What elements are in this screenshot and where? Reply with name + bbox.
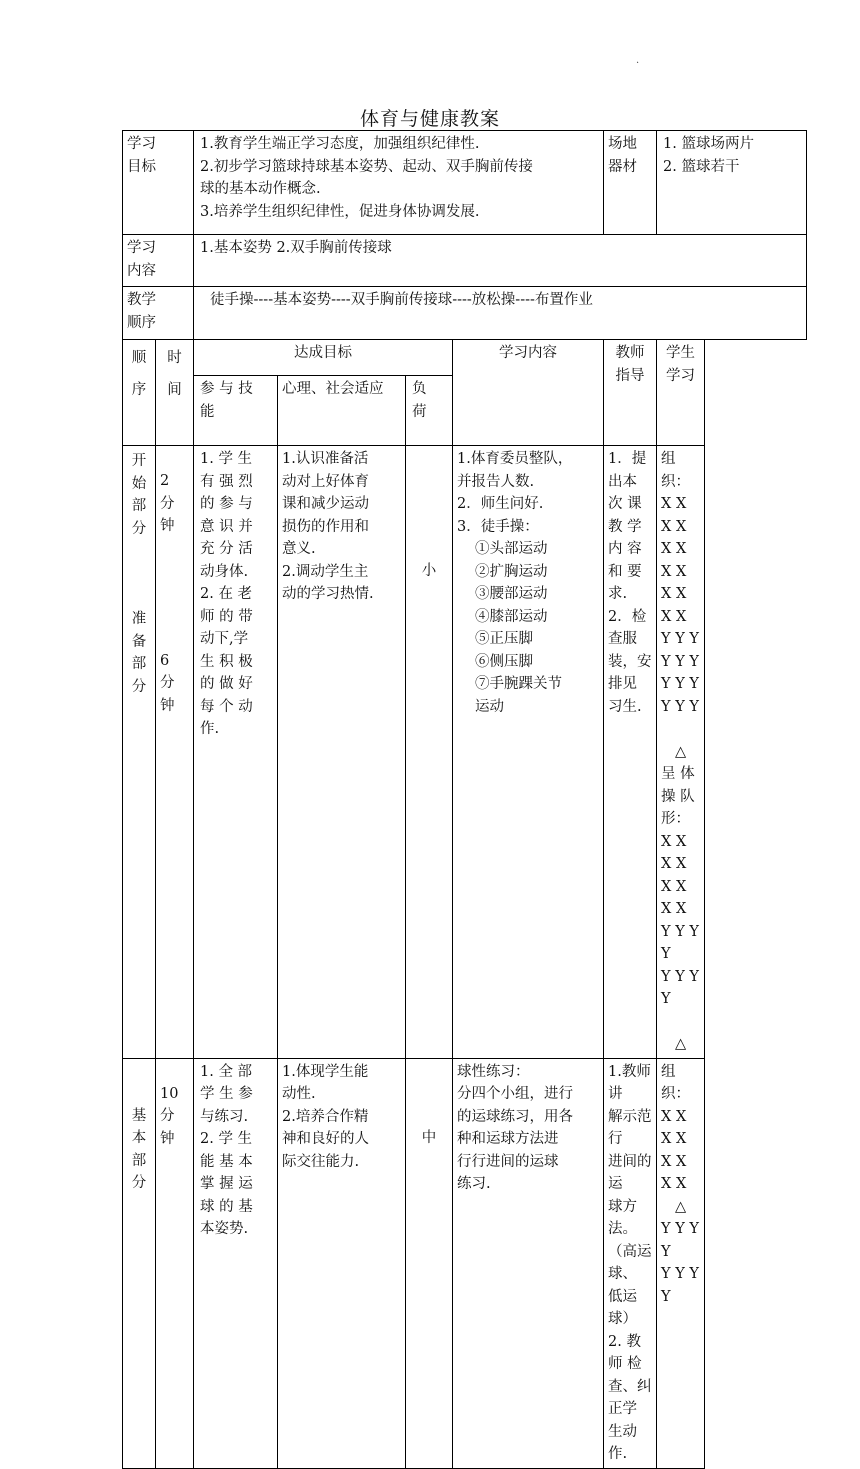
text-line: 课和减少运动: [282, 496, 369, 512]
text-line: X X X X: [661, 878, 687, 917]
text-line: 本: [131, 1130, 147, 1146]
row-warmup-load: 小: [406, 446, 453, 1059]
text-line: 意义.: [282, 541, 316, 557]
text-line: X X X X: [661, 833, 687, 872]
text-line: ①头部运动: [475, 541, 548, 557]
text-line: 行行进间的运球: [457, 1153, 559, 1170]
text-line: Y Y Y Y Y Y: [661, 676, 699, 715]
text-line: （高运球、: [608, 1243, 652, 1282]
text-line: 意 识 并: [200, 518, 253, 535]
text-line: 查、纠正学: [608, 1378, 652, 1417]
text-line: 呈 体 操 队: [661, 766, 695, 805]
text-line: 作.: [200, 721, 220, 737]
row-warmup-student: [657, 446, 705, 1059]
text-line: 低运球）: [608, 1288, 638, 1327]
text-line: 2. 篮球若干: [663, 158, 740, 175]
text-line: 场地: [608, 136, 638, 152]
row-warmup-skill: [194, 446, 278, 1059]
text-line: 钟: [160, 518, 175, 534]
text-line: 分: [131, 520, 147, 537]
col-psych: 心理、社会适应: [278, 376, 406, 446]
text-line: 的运球练习，用各: [457, 1108, 573, 1125]
text-line: 动性.: [282, 1086, 316, 1102]
text-line: 球 的 基: [200, 1198, 253, 1215]
text-line: 2: [160, 473, 170, 489]
text-line: 负: [412, 381, 427, 397]
header-dot: ·: [636, 58, 640, 69]
text-line: 目标: [127, 158, 156, 175]
order-text: 徒手操----基本姿势----双手胸前传接球----放松操----布置作业: [194, 287, 807, 340]
page-title: 体育与健康教案: [359, 108, 500, 130]
text-line: 能 基 本: [200, 1153, 253, 1170]
text-line: 教学: [127, 292, 156, 308]
text-line: 分: [160, 675, 175, 691]
text-line: 内容: [127, 262, 156, 279]
goals-label: [123, 131, 194, 235]
col-skill: [194, 376, 278, 446]
row-basic: [123, 1058, 807, 1468]
text-line: 2.初步学习篮球持球基本姿势、起动、双手胸前传接: [200, 158, 533, 175]
order-label: [123, 287, 194, 340]
text-line: 求.: [608, 586, 628, 602]
text-line: 部: [131, 1152, 147, 1169]
col-teacher: 教师指导: [604, 340, 657, 446]
text-line: 损伤的作用和: [282, 518, 369, 535]
text-line: 基: [131, 1107, 147, 1124]
text-line: 1.教师讲: [608, 1063, 651, 1102]
text-line: 装，安排见: [608, 653, 652, 692]
text-line: ②扩胸运动: [475, 563, 548, 580]
text-line: 练习.: [457, 1176, 491, 1192]
content-label: [123, 235, 194, 287]
text-line: 时: [167, 350, 182, 366]
text-line: 1. 全 部: [200, 1063, 253, 1080]
row-warmup-content: [453, 446, 604, 1059]
text-line: 1.体育委员整队，: [457, 451, 573, 467]
col-time: [156, 340, 194, 446]
col-load: [406, 376, 453, 446]
row-warmup: [123, 446, 807, 1059]
text-line: 分: [160, 1108, 175, 1124]
text-line: 开: [131, 453, 147, 469]
text-line: 2. 学 生: [200, 1131, 253, 1147]
text-line: 1．提出本: [608, 451, 647, 490]
text-line: 形：: [661, 811, 691, 827]
text-line: 神和良好的人: [282, 1131, 369, 1147]
text-line: 器材: [608, 158, 638, 175]
text-line: ④膝部运动: [475, 608, 548, 625]
order-row: [123, 287, 807, 340]
text-line: 参 与 技: [200, 381, 253, 397]
text-line: 部: [131, 498, 147, 514]
text-line: 准: [131, 611, 147, 627]
text-line: 能: [200, 403, 215, 420]
text-line: 始: [131, 475, 147, 492]
col-seq: [123, 340, 156, 446]
row-warmup-psych: [278, 446, 406, 1059]
text-line: 运动: [475, 698, 504, 715]
goals-row: [123, 131, 807, 235]
text-line: Y Y Y Y: [661, 1266, 699, 1305]
text-line: 6: [160, 652, 170, 669]
text-line: 的 做 好: [200, 676, 253, 692]
text-line: 进间的运: [608, 1153, 652, 1192]
text-line: 学 生 参: [200, 1086, 253, 1102]
col-content: 学习内容: [453, 340, 604, 446]
text-line: 1.认识准备活: [282, 451, 369, 467]
text-line: X X X X X X: [661, 563, 687, 625]
col-student: 学生学习: [657, 340, 705, 446]
text-line: 2. 在 老: [200, 586, 253, 602]
text-line: △: [674, 743, 687, 760]
text-line: 10: [160, 1085, 179, 1102]
text-line: 2.培养合作精: [282, 1108, 369, 1125]
text-line: 内 容 和 要: [608, 541, 642, 580]
text-line: Y Y Y Y: [661, 923, 699, 962]
text-line: 顺: [131, 350, 147, 366]
text-line: 分: [131, 1175, 147, 1191]
content-text: 1.基本姿势 2.双手胸前传接球: [194, 235, 807, 287]
lesson-plan-table: [122, 130, 807, 1469]
text-line: 生 积 极: [200, 653, 253, 670]
text-line: △: [674, 1198, 687, 1215]
text-line: 生动作.: [608, 1423, 638, 1462]
text-line: X X X X X X: [661, 496, 687, 557]
text-line: 掌 握 运: [200, 1176, 253, 1192]
text-line: 1. 篮球场两片: [663, 136, 754, 152]
text-line: 习生.: [608, 698, 642, 715]
text-line: 1.体现学生能: [282, 1063, 369, 1080]
text-line: 2．师生问好.: [457, 496, 544, 512]
text-line: 与练习.: [200, 1108, 249, 1125]
text-line: 部: [131, 656, 147, 672]
content-row: [123, 235, 807, 287]
text-line: 充 分 活: [200, 541, 253, 557]
text-line: 组织：: [661, 451, 691, 490]
text-line: 1.教育学生端正学习态度，加强组织纪律性.: [200, 136, 480, 152]
text-line: 1. 学 生: [200, 451, 253, 467]
text-line: 学习: [127, 136, 156, 152]
text-line: Y Y Y Y: [661, 1221, 699, 1260]
text-line: 间: [167, 382, 182, 398]
venue-label: [604, 131, 657, 235]
header-row-1: [123, 340, 807, 376]
text-line: Y Y Y Y Y Y: [661, 631, 699, 670]
text-line: 钟: [160, 697, 175, 714]
text-line: 2. 教 师 检: [608, 1333, 642, 1372]
text-line: 3．徒手操：: [457, 518, 539, 535]
venue-text: [657, 131, 807, 235]
text-line: 备: [131, 633, 147, 650]
text-line: 动对上好体育: [282, 473, 369, 490]
row-basic-psych: [278, 1058, 406, 1468]
text-line: 顺序: [127, 314, 156, 331]
text-line: 动的学习热情.: [282, 586, 374, 602]
text-line: [661, 718, 700, 741]
text-line: 钟: [160, 1130, 175, 1147]
col-goal: 达成目标: [194, 340, 453, 376]
text-line: 次 课 教 学: [608, 496, 642, 535]
text-line: 2.调动学生主: [282, 563, 369, 580]
text-line: 荷: [412, 403, 427, 420]
row-basic-student: [657, 1058, 705, 1468]
row-basic-content: [453, 1058, 604, 1468]
text-line: 解示范行: [608, 1108, 652, 1147]
text-line: Y Y Y Y: [661, 968, 699, 1007]
row-basic-teacher: [604, 1058, 657, 1468]
text-line: 2．检查服: [608, 608, 647, 647]
text-line: 球方法。: [608, 1198, 638, 1237]
row-basic-load: 中: [406, 1058, 453, 1468]
text-line: 际交往能力.: [282, 1153, 360, 1170]
text-line: 动身体.: [200, 563, 249, 580]
text-line: 有 强 烈: [200, 473, 253, 490]
text-line: 并报告人数.: [457, 473, 535, 490]
row-basic-part: [123, 1058, 156, 1468]
text-line: 的 参 与: [200, 496, 253, 512]
text-line: 球的基本动作概念.: [200, 181, 321, 197]
text-line: 学习: [127, 240, 156, 256]
text-line: ⑤正压脚: [475, 631, 533, 647]
text-line: 师 的 带: [200, 608, 253, 625]
row-warmup-part: [123, 446, 156, 1059]
text-line: 分四个小组，进行: [457, 1086, 573, 1102]
row-warmup-teacher: [604, 446, 657, 1059]
text-line: X X X X: [661, 1108, 687, 1147]
text-line: ⑥侧压脚: [475, 653, 533, 670]
text-line: ③腰部运动: [475, 586, 548, 602]
text-line: △: [674, 1036, 687, 1052]
text-line: 球性练习：: [457, 1063, 530, 1080]
text-line: ⑦手腕踝关节: [475, 676, 562, 692]
text-line: 组织：: [661, 1063, 691, 1102]
goals-text: [194, 131, 604, 235]
text-line: 动下,学: [200, 631, 249, 647]
row-warmup-time: [156, 446, 194, 1059]
text-line: 3.培养学生组织纪律性，促进身体协调发展.: [200, 203, 480, 220]
row-basic-skill: [194, 1058, 278, 1468]
text-line: 分: [131, 678, 147, 695]
text-line: 分: [160, 495, 175, 512]
text-line: 种和运球方法进: [457, 1131, 559, 1147]
text-line: [661, 1011, 700, 1034]
text-line: 每 个 动: [200, 698, 253, 715]
text-line: 序: [131, 382, 147, 398]
text-line: X X X X: [661, 1153, 687, 1192]
row-basic-time: [156, 1058, 194, 1468]
text-line: 本姿势.: [200, 1221, 249, 1237]
